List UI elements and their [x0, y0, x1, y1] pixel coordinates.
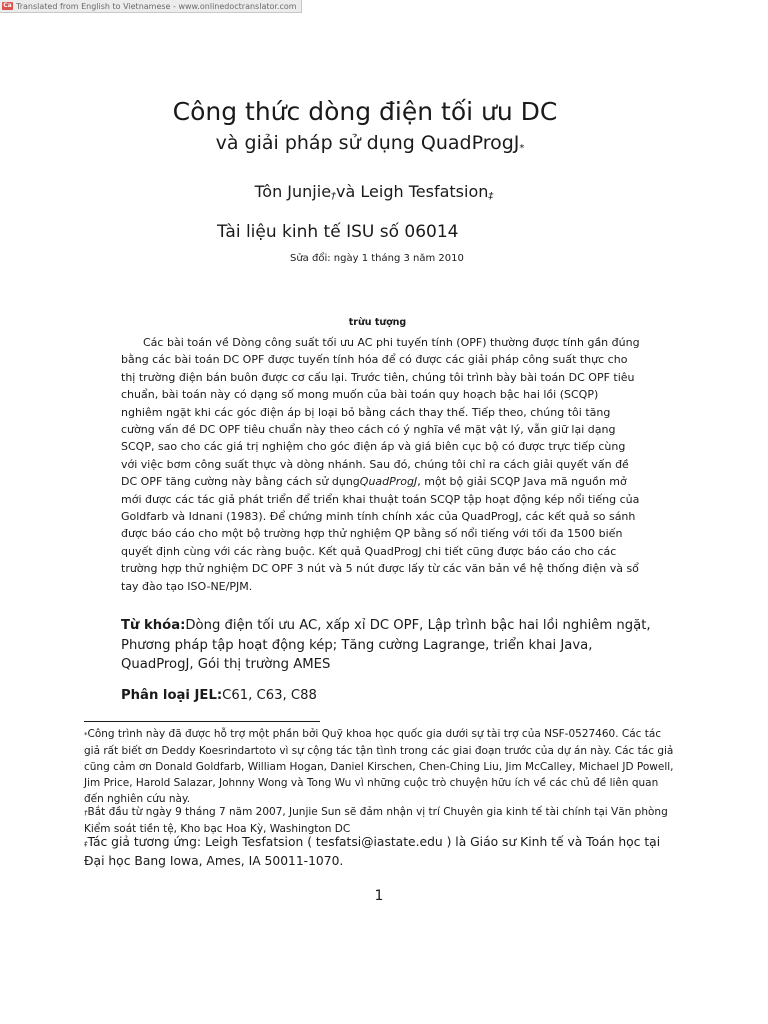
- revision-date: Sửa đổi: ngày 1 tháng 3 năm 2010: [290, 253, 464, 264]
- abstract-heading: trừu tượng: [348, 317, 407, 328]
- paper-subtitle: [0, 130, 740, 162]
- jel-label: Phân loại JEL:: [121, 688, 223, 703]
- author-1-mark: †: [331, 191, 337, 202]
- author-1: Tôn Junjie: [254, 182, 332, 201]
- jel-classification: [121, 686, 317, 706]
- author-line: [0, 180, 748, 209]
- subtitle-text: và giải pháp sử dụng QuadProgJ: [215, 132, 520, 154]
- footnote-1: [84, 726, 674, 807]
- translator-logo-icon: Ca: [3, 2, 12, 9]
- footnote-divider: [84, 721, 320, 722]
- abstract-text-1: Các bài toán về Dòng công suất tối ưu AC phi tuyến tính (OPF) thường được tính gần đúng bằng các bài toán DC OPF được tuyến tính hóa để có được các giải pháp công suất thực cho thị trường điện bán buôn được cơ cấu lại. Trước tiên, chúng tôi trình bày bài toán DC OPF tiêu chuẩn, bài toán này có dạng số mong muốn của bài toán quy hoạch bậc hai lồi (SCQP) nghiêm ngặt khi các góc điện áp bị loại bỏ bằng cách thay thế. Tiếp theo, chúng tôi tăng cường vấn đề DC OPF tiêu chuẩn này theo cách có ý nghĩa về mặt vật lý, vẫn giữ lại dạng SCQP, sao cho các giá trị nghiệm cho góc điện áp và giá biên cục bộ có được trực tiếp cùng với việc bơm công suất thực và dòng nhánh. Sau đó, chúng tôi chỉ ra cách giải quyết vấn đề DC OPF tăng cường này bằng cách sử dụng: [121, 336, 640, 489]
- footnote-2-mark: †: [84, 809, 88, 817]
- translation-banner-text[interactable]: Translated from English to Vietnamese - www.onlinedoctranslator.com: [16, 1, 297, 11]
- footnote-3-text: Tác giả tương ứng: Leigh Tesfatsion ( tesfatsi@iastate.edu ) là Giáo sư Kinh tế và Toán học tại Đại học Bang Iowa, Ames, IA 50011-1070.: [84, 835, 661, 868]
- abstract-body: [121, 334, 641, 595]
- author-2-mark: ‡: [488, 191, 494, 202]
- keywords-text: Dòng điện tối ưu AC, xấp xỉ DC OPF, Lập trình bậc hai lồi nghiêm ngặt, Phương pháp tập hoạt động kép; Tăng cường Lagrange, triển khai Java, QuadProgJ, Gói thị trường AMES: [121, 618, 651, 672]
- subtitle-footnote-mark: *: [519, 143, 525, 154]
- translation-banner[interactable]: [0, 0, 302, 13]
- footnote-3: [84, 834, 674, 870]
- footnote-2: [84, 804, 674, 837]
- footnote-1-text: Công trình này đã được hỗ trợ một phần bởi Quỹ khoa học quốc gia dưới sự tài trợ của NSF-0527460. Các tác giả rất biết ơn Deddy Koesrindartoto vì sự cộng tác tận tình trong các giai đoạn trước của dự án này. Các tác giả cũng cảm ơn Donald Goldfarb, William Hogan, Daniel Kirschen, Chen-Ching Liu, Jim McCalley, Michael JD Powell, Jim Price, Harold Salazar, Johnny Wong và Tong Wu vì những cuộc trò chuyện hữu ích về các chủ đề liên quan đến nghiên cứu này.: [84, 728, 674, 805]
- page-number: 1: [374, 888, 384, 904]
- abstract-text-2: , một bộ giải SCQP Java mã nguồn mở mới được các tác giả phát triển để triển khai thuật toán SCQP tập hoạt động kép nổi tiếng của Goldfarb và Idnani (1983). Để chứng minh tính chính xác của QuadProgJ, các kết quả so sánh được báo cáo cho một bộ trường hợp thử nghiệm QP bằng số nổi tiếng với tối đa 1500 biến quyết định cùng với các ràng buộc. Kết quả QuadProgJ chi tiết cũng được báo cáo cho các trường hợp thử nghiệm DC OPF 3 nút và 5 nút được lấy từ các văn bản về hệ thống điện và sổ tay đào tạo ISO-NE/PJM.: [121, 475, 640, 593]
- keywords-label: Từ khóa:: [121, 618, 186, 633]
- working-paper-number: Tài liệu kinh tế ISU số 06014: [217, 222, 459, 242]
- abstract-italic-term: QuadProgJ: [359, 475, 418, 489]
- jel-codes: C61, C63, C88: [222, 688, 317, 703]
- footnote-3-mark: ‡: [84, 840, 88, 848]
- footnote-1-mark: *: [84, 731, 88, 739]
- paper-title: Công thức dòng điện tối ưu DC: [172, 97, 558, 126]
- footnote-2-text: Bắt đầu từ ngày 9 tháng 7 năm 2007, Junjie Sun sẽ đảm nhận vị trí Chuyên gia kinh tế tài chính tại Văn phòng Kiểm soát tiền tệ, Kho bạc Hoa Kỳ, Washington DC: [84, 806, 668, 835]
- keywords: [121, 616, 651, 675]
- author-2: và Leigh Tesfatsion: [336, 182, 489, 201]
